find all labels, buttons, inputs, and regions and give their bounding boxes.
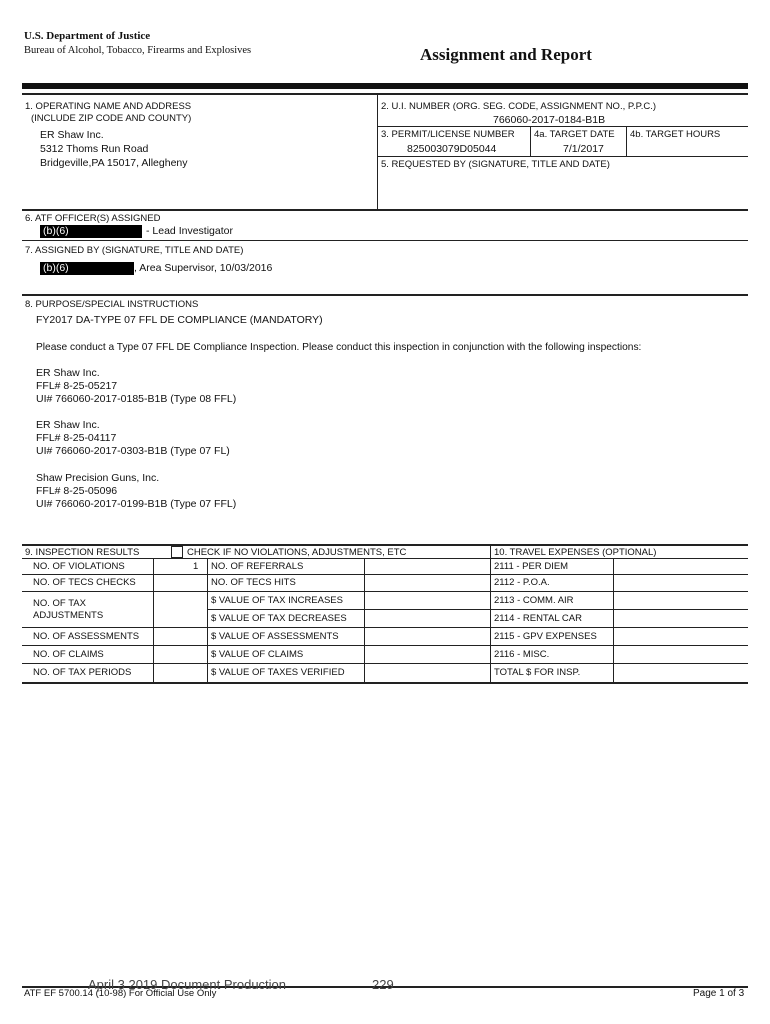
travel-poa: 2112 - P.O.A. [494,577,550,588]
operating-street: 5312 Thoms Run Road [40,143,149,155]
assigned-by-line [40,262,272,275]
assigned-by-text: , Area Supervisor, 10/03/2016 [134,262,273,274]
inspection-name: ER Shaw Inc. [36,367,100,379]
inspection-name: ER Shaw Inc. [36,419,100,431]
page-number: Page 1 of 3 [693,988,745,999]
inspection-ui: UI# 766060-2017-0199-B1B (Type 07 FFL) [36,498,237,510]
section4-divider [626,126,627,156]
table-row-line [22,558,748,559]
tax-increases-label: $ VALUE OF TAX INCREASES [211,595,343,606]
table-bottom-line [22,682,748,684]
no-violations-checkbox[interactable] [171,546,183,558]
section4b-label: 4b. TARGET HOURS [630,129,721,140]
table-row-line [22,627,748,628]
taxes-verified-label: $ VALUE OF TAXES VERIFIED [211,667,345,678]
section7-label: 7. ASSIGNED BY (SIGNATURE, TITLE AND DATE) [25,245,244,256]
value-claims-label: $ VALUE OF CLAIMS [211,649,304,660]
section1-label: 1. OPERATING NAME AND ADDRESS [25,101,192,112]
ui-number: 766060-2017-0184-B1B [493,114,606,126]
license-number: 825003079D05044 [407,143,497,155]
section6-label: 6. ATF OFFICER(S) ASSIGNED [25,213,161,224]
table-col-line [364,558,365,683]
section7-top-line [22,240,748,241]
table-col-line [613,558,614,683]
purpose-instruction: Please conduct a Type 07 FFL DE Compliance Inspection. Please conduct this inspection in conjunction with the following inspections: [36,342,642,353]
section1-sublabel: (INCLUDE ZIP CODE AND COUNTY) [31,113,192,124]
section5-top-line [377,156,748,157]
target-date: 7/1/2017 [563,143,604,155]
violations-value: 1 [193,561,199,572]
section3-divider [530,126,531,156]
table-row-line [22,574,748,575]
redaction-box: (b)(6) [40,262,134,275]
tecs-checks-label: NO. OF TECS CHECKS [33,577,136,588]
table-col-line [207,558,208,683]
table-row-line [22,645,748,646]
tax-decreases-label: $ VALUE OF TAX DECREASES [211,613,347,624]
department-name: U.S. Department of Justice [24,30,151,42]
travel-per-diem: 2111 - PER DIEM [494,561,569,572]
operating-name: ER Shaw Inc. [40,129,104,141]
section9-label: 9. INSPECTION RESULTS [25,547,140,558]
section-divider [377,95,378,209]
inspection-ffl: FFL# 8-25-04117 [36,432,117,444]
no-violations-label: CHECK IF NO VIOLATIONS, ADJUSTMENTS, ETC [187,547,407,558]
officer-line [40,225,233,238]
section8-label: 8. PURPOSE/SPECIAL INSTRUCTIONS [25,299,199,310]
tax-adjustments-label: NO. OF TAX [33,598,86,609]
bates-number: 229 [372,977,394,992]
table-col-line [153,558,154,683]
inspection-ui: UI# 766060-2017-0303-B1B (Type 07 FL) [36,445,230,457]
section3-label: 3. PERMIT/LICENSE NUMBER [381,129,515,140]
inspection-ffl: FFL# 8-25-05217 [36,380,118,392]
travel-comm-air: 2113 - COMM. AIR [494,595,574,606]
claims-label: NO. OF CLAIMS [33,649,104,660]
section4a-label: 4a. TARGET DATE [534,129,615,140]
redaction-box: (b)(6) [40,225,142,238]
inspection-name: Shaw Precision Guns, Inc. [36,472,160,484]
section2-label: 2. U.I. NUMBER (ORG. SEG. CODE, ASSIGNMENT NO., P.P.C.) [381,101,657,112]
assessments-label: NO. OF ASSESSMENTS [33,631,140,642]
operating-city: Bridgeville,PA 15017, Allegheny [40,157,188,169]
section9-top-line [22,544,748,546]
travel-rental-car: 2114 - RENTAL CAR [494,613,582,624]
section8-top-line [22,294,748,296]
travel-gpv-expenses: 2115 - GPV EXPENSES [494,631,597,642]
referrals-label: NO. OF REFERRALS [211,561,304,572]
section5-label: 5. REQUESTED BY (SIGNATURE, TITLE AND DATE) [381,159,610,170]
header-rule [22,83,748,89]
header-rule-thin [22,93,748,95]
table-col-line [490,544,491,683]
form-id: ATF EF 5700.14 (10-98) For Official Use Only [24,988,217,999]
travel-total: TOTAL $ FOR INSP. [494,667,581,678]
table-row-line [22,591,748,592]
travel-misc: 2116 - MISC. [494,649,550,660]
tecs-hits-label: NO. OF TECS HITS [211,577,296,588]
table-row-line [22,663,748,664]
section10-label: 10. TRAVEL EXPENSES (OPTIONAL) [494,547,657,558]
form-title: Assignment and Report [420,45,592,64]
section3-top-line [377,126,748,127]
section6-top-line [22,209,748,211]
tax-adjustments-label-2: ADJUSTMENTS [33,610,104,621]
table-row-line [207,609,748,610]
production-stamp: April 3 2019 Document Production [88,977,287,992]
inspection-ui: UI# 766060-2017-0185-B1B (Type 08 FFL) [36,393,237,405]
violations-label: NO. OF VIOLATIONS [33,561,125,572]
officer-role: - Lead Investigator [146,225,233,237]
purpose-title: FY2017 DA-TYPE 07 FFL DE COMPLIANCE (MANDATORY) [36,314,323,326]
inspection-ffl: FFL# 8-25-05096 [36,485,118,497]
value-assessments-label: $ VALUE OF ASSESSMENTS [211,631,339,642]
tax-periods-label: NO. OF TAX PERIODS [33,667,132,678]
bureau-name: Bureau of Alcohol, Tobacco, Firearms and Explosives [24,45,252,56]
